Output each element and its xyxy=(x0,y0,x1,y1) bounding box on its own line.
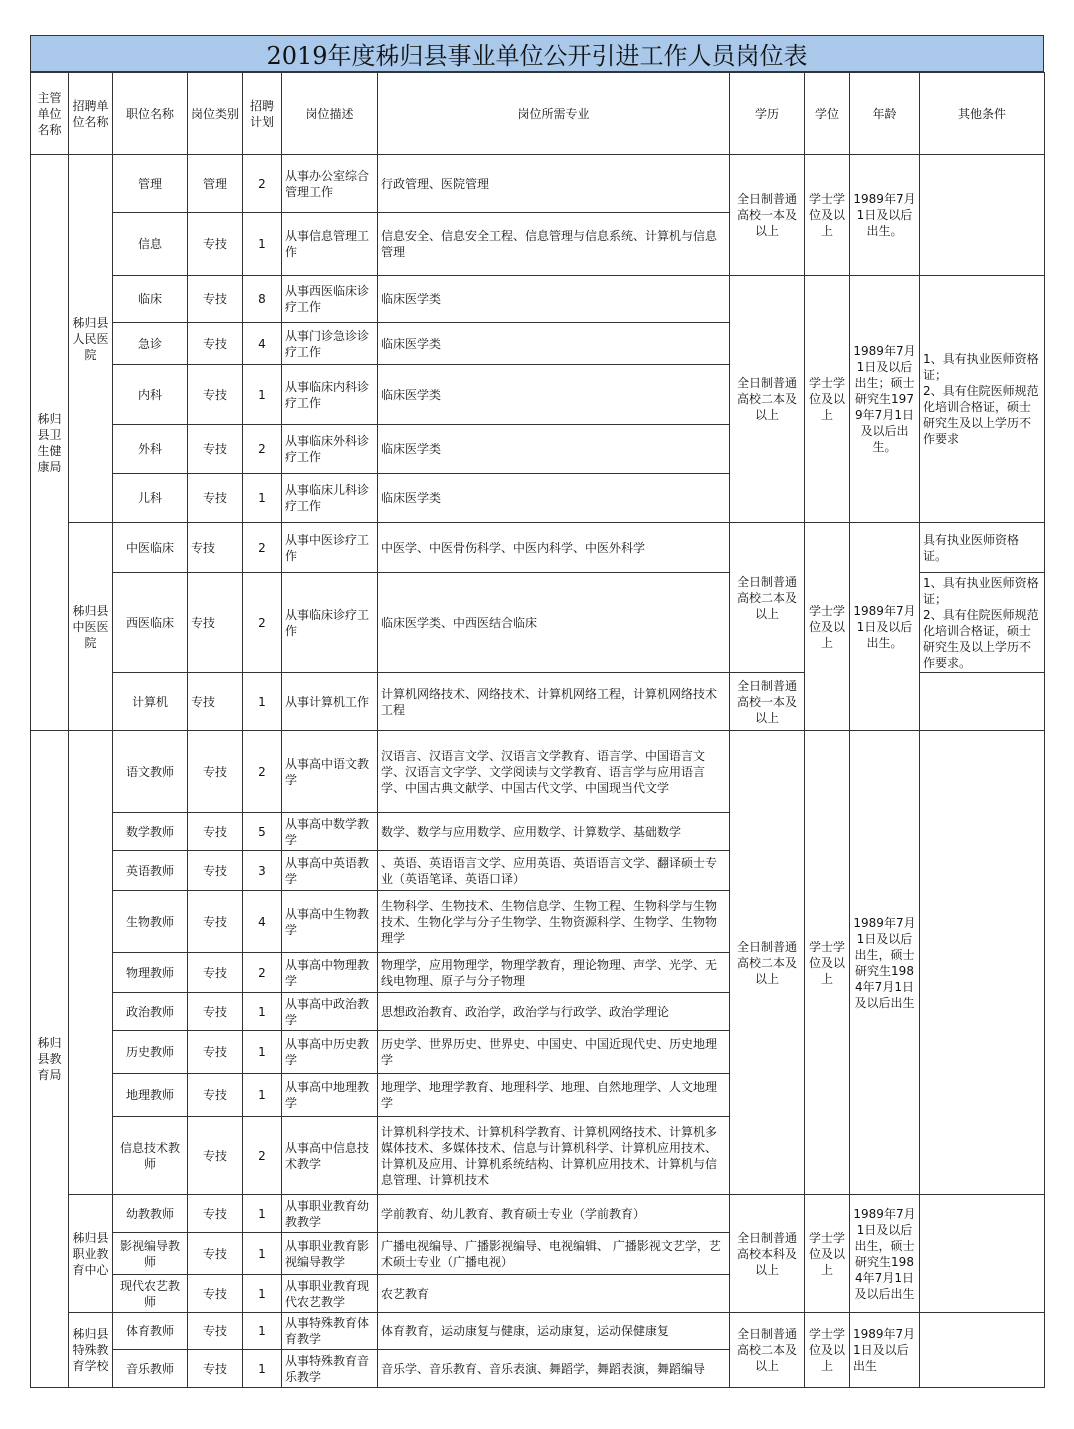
ptype-cell: 专技 xyxy=(188,673,243,731)
desc-cell: 从事高中历史教学 xyxy=(282,1031,378,1074)
header-degree: 学位 xyxy=(805,73,850,155)
num-cell: 8 xyxy=(243,276,282,323)
other-cell xyxy=(920,673,1045,731)
header-edu: 学历 xyxy=(730,73,805,155)
recruitment-table xyxy=(30,72,1045,1388)
ptype-cell: 专技 xyxy=(188,276,243,323)
post-cell: 物理教师 xyxy=(113,953,188,993)
post-cell: 计算机 xyxy=(113,673,188,731)
unit-cell: 秭归县特殊教育学校 xyxy=(69,1313,113,1388)
major-cell: 汉语言、汉语言文学、汉语言文学教育、语言学、中国语言文学、汉语言文字学、文学阅读与文学教育、语言学与应用语言学、中国古典文献学、中国古代文学、中国现当代文学 xyxy=(378,731,730,813)
edu-cell: 全日制普通高校一本及以上 xyxy=(730,673,805,731)
table-row xyxy=(31,1313,1045,1350)
header-dept: 主管单位名称 xyxy=(31,73,69,155)
desc-cell: 从事临床外科诊疗工作 xyxy=(282,425,378,474)
ptype-cell: 专技 xyxy=(188,1350,243,1388)
num-cell: 2 xyxy=(243,155,282,213)
num-cell: 1 xyxy=(243,474,282,523)
desc-cell: 从事高中地理教学 xyxy=(282,1074,378,1117)
num-cell: 1 xyxy=(243,1233,282,1275)
other-cell xyxy=(920,155,1045,276)
header-desc: 岗位描述 xyxy=(282,73,378,155)
table-row xyxy=(31,155,1045,213)
edu-cell: 全日制普通高校本科及以上 xyxy=(730,1195,805,1313)
num-cell: 1 xyxy=(243,365,282,425)
header-post: 职位名称 xyxy=(113,73,188,155)
header-num: 招聘计划 xyxy=(243,73,282,155)
other-cell xyxy=(920,1195,1045,1313)
desc-cell: 从事高中生物教学 xyxy=(282,891,378,953)
num-cell: 5 xyxy=(243,813,282,851)
age-cell: 1989年7月1日及以后出生，硕士研究生1984年7月1日及以后出生 xyxy=(850,1195,920,1313)
major-cell: 、英语、英语语言文学、应用英语、英语语言文学、翻译硕士专业（英语笔译、英语口译） xyxy=(378,851,730,891)
ptype-cell: 专技 xyxy=(188,213,243,276)
ptype-cell: 专技 xyxy=(188,891,243,953)
post-cell: 音乐教师 xyxy=(113,1350,188,1388)
ptype-cell: 专技 xyxy=(188,813,243,851)
post-cell: 管理 xyxy=(113,155,188,213)
desc-cell: 从事西医临床诊疗工作 xyxy=(282,276,378,323)
num-cell: 3 xyxy=(243,851,282,891)
major-cell: 体育教育，运动康复与健康，运动康复，运动保健康复 xyxy=(378,1313,730,1350)
ptype-cell: 专技 xyxy=(188,1031,243,1074)
ptype-cell: 专技 xyxy=(188,425,243,474)
major-cell: 生物科学、生物技术、生物信息学、生物工程、生物科学与生物技术、生物化学与分子生物学、生物资源科学、生物学、生物物理学 xyxy=(378,891,730,953)
age-cell: 1989年7月1日及以后出生。 xyxy=(850,523,920,731)
ptype-cell: 专技 xyxy=(188,851,243,891)
dept-cell: 秭归县卫生健康局 xyxy=(31,155,69,731)
degree-cell: 学士学位及以上 xyxy=(805,1313,850,1388)
num-cell: 1 xyxy=(243,1031,282,1074)
desc-cell: 从事办公室综合管理工作 xyxy=(282,155,378,213)
edu-cell: 全日制普通高校二本及以上 xyxy=(730,731,805,1195)
major-cell: 临床医学类 xyxy=(378,474,730,523)
desc-cell: 从事职业教育幼教教学 xyxy=(282,1195,378,1233)
post-cell: 外科 xyxy=(113,425,188,474)
ptype-cell: 管理 xyxy=(188,155,243,213)
major-cell: 计算机网络技术、网络技术、计算机网络工程，计算机网络技术工程 xyxy=(378,673,730,731)
major-cell: 广播电视编导、广播影视编导、电视编辑、 广播影视文艺学，艺术硕士专业（广播电视） xyxy=(378,1233,730,1275)
major-cell: 数学、数学与应用数学、应用数学、计算数学、基础数学 xyxy=(378,813,730,851)
post-cell: 英语教师 xyxy=(113,851,188,891)
desc-cell: 从事高中语文教学 xyxy=(282,731,378,813)
desc-cell: 从事高中信息技术教学 xyxy=(282,1117,378,1195)
table-row xyxy=(31,1195,1045,1233)
ptype-cell: 专技 xyxy=(188,1233,243,1275)
major-cell: 临床医学类 xyxy=(378,276,730,323)
ptype-cell: 专技 xyxy=(188,731,243,813)
degree-cell: 学士学位及以上 xyxy=(805,276,850,523)
post-cell: 信息 xyxy=(113,213,188,276)
header-other: 其他条件 xyxy=(920,73,1045,155)
table-row xyxy=(31,276,1045,323)
major-cell: 临床医学类 xyxy=(378,425,730,474)
ptype-cell: 专技 xyxy=(188,1117,243,1195)
major-cell: 信息安全、信息安全工程、信息管理与信息系统、计算机与信息管理 xyxy=(378,213,730,276)
post-cell: 急诊 xyxy=(113,323,188,365)
degree-cell: 学士学位及以上 xyxy=(805,523,850,731)
post-cell: 信息技术教师 xyxy=(113,1117,188,1195)
desc-cell: 从事高中数学教学 xyxy=(282,813,378,851)
desc-cell: 从事信息管理工作 xyxy=(282,213,378,276)
desc-cell: 从事特殊教育体育教学 xyxy=(282,1313,378,1350)
desc-cell: 从事临床儿科诊疗工作 xyxy=(282,474,378,523)
age-cell: 1989年7月1日及以后出生；硕士研究生1979年7月1日及以后出生。 xyxy=(850,276,920,523)
ptype-cell: 专技 xyxy=(188,573,243,673)
desc-cell: 从事高中政治教学 xyxy=(282,993,378,1031)
desc-cell: 从事门诊急诊诊疗工作 xyxy=(282,323,378,365)
page-title: 2019年度秭归县事业单位公开引进工作人员岗位表 xyxy=(30,35,1044,72)
major-cell: 临床医学类 xyxy=(378,323,730,365)
post-cell: 西医临床 xyxy=(113,573,188,673)
unit-cell: 秭归县人民医院 xyxy=(69,155,113,523)
desc-cell: 从事高中物理教学 xyxy=(282,953,378,993)
num-cell: 1 xyxy=(243,1313,282,1350)
num-cell: 1 xyxy=(243,1350,282,1388)
post-cell: 政治教师 xyxy=(113,993,188,1031)
post-cell: 临床 xyxy=(113,276,188,323)
dept-cell: 秭归县教育局 xyxy=(31,731,69,1388)
desc-cell: 从事临床内科诊疗工作 xyxy=(282,365,378,425)
post-cell: 儿科 xyxy=(113,474,188,523)
major-cell: 地理学、地理学教育、地理科学、地理、自然地理学、人文地理学 xyxy=(378,1074,730,1117)
other-cell xyxy=(920,1313,1045,1388)
ptype-cell: 专技 xyxy=(188,365,243,425)
degree-cell: 学士学位及以上 xyxy=(805,155,850,276)
unit-cell: 秭归县职业教育中心 xyxy=(69,1195,113,1313)
major-cell: 临床医学类 xyxy=(378,365,730,425)
major-cell: 农艺教育 xyxy=(378,1275,730,1313)
unit-cell: 秭归县中医医院 xyxy=(69,523,113,731)
major-cell: 思想政治教育、政治学，政治学与行政学、政治学理论 xyxy=(378,993,730,1031)
desc-cell: 从事特殊教育音乐教学 xyxy=(282,1350,378,1388)
num-cell: 1 xyxy=(243,1074,282,1117)
desc-cell: 从事职业教育影视编导教学 xyxy=(282,1233,378,1275)
major-cell: 音乐学、音乐教育、音乐表演、舞蹈学，舞蹈表演，舞蹈编导 xyxy=(378,1350,730,1388)
ptype-cell: 专技 xyxy=(188,1074,243,1117)
degree-cell: 学士学位及以上 xyxy=(805,731,850,1195)
ptype-cell: 专技 xyxy=(188,993,243,1031)
post-cell: 幼教教师 xyxy=(113,1195,188,1233)
other-cell: 1、具有执业医师资格证； 2、具有住院医师规范化培训合格证，硕士研究生及以上学历不作要求 xyxy=(920,276,1045,523)
ptype-cell: 专技 xyxy=(188,1195,243,1233)
post-cell: 语文教师 xyxy=(113,731,188,813)
header-unit: 招聘单位名称 xyxy=(69,73,113,155)
desc-cell: 从事职业教育现代农艺教学 xyxy=(282,1275,378,1313)
header-age: 年龄 xyxy=(850,73,920,155)
num-cell: 4 xyxy=(243,323,282,365)
edu-cell: 全日制普通高校二本及以上 xyxy=(730,276,805,523)
ptype-cell: 专技 xyxy=(188,1313,243,1350)
desc-cell: 从事中医诊疗工作 xyxy=(282,523,378,573)
major-cell: 历史学、世界历史、世界史、中国史、中国近现代史、历史地理学 xyxy=(378,1031,730,1074)
major-cell: 行政管理、医院管理 xyxy=(378,155,730,213)
other-cell: 具有执业医师资格证。 xyxy=(920,523,1045,573)
post-cell: 历史教师 xyxy=(113,1031,188,1074)
ptype-cell: 专技 xyxy=(188,953,243,993)
desc-cell: 从事临床诊疗工作 xyxy=(282,573,378,673)
edu-cell: 全日制普通高校一本及以上 xyxy=(730,155,805,276)
major-cell: 中医学、中医骨伤科学、中医内科学、中医外科学 xyxy=(378,523,730,573)
num-cell: 2 xyxy=(243,731,282,813)
header-ptype: 岗位类别 xyxy=(188,73,243,155)
num-cell: 1 xyxy=(243,673,282,731)
post-cell: 体育教师 xyxy=(113,1313,188,1350)
post-cell: 现代农艺教师 xyxy=(113,1275,188,1313)
num-cell: 1 xyxy=(243,993,282,1031)
post-cell: 中医临床 xyxy=(113,523,188,573)
num-cell: 2 xyxy=(243,953,282,993)
num-cell: 2 xyxy=(243,425,282,474)
major-cell: 计算机科学技术、计算机科学教育、计算机网络技术、计算机多媒体技术、多媒体技术、信息与计算机科学、计算机应用技术、计算机及应用、计算机系统结构、计算机应用技术、计算机与信息管理、计算机技术 xyxy=(378,1117,730,1195)
num-cell: 2 xyxy=(243,573,282,673)
post-cell: 影视编导教师 xyxy=(113,1233,188,1275)
desc-cell: 从事高中英语教学 xyxy=(282,851,378,891)
major-cell: 物理学，应用物理学，物理学教育，理论物理、声学、光学、无线电物理、原子与分子物理 xyxy=(378,953,730,993)
num-cell: 2 xyxy=(243,1117,282,1195)
major-cell: 学前教育、幼儿教育、教育硕士专业（学前教育） xyxy=(378,1195,730,1233)
num-cell: 1 xyxy=(243,213,282,276)
ptype-cell: 专技 xyxy=(188,1275,243,1313)
post-cell: 内科 xyxy=(113,365,188,425)
post-cell: 地理教师 xyxy=(113,1074,188,1117)
age-cell: 1989年7月1日及以后出生 xyxy=(850,1313,920,1388)
num-cell: 2 xyxy=(243,523,282,573)
num-cell: 1 xyxy=(243,1275,282,1313)
num-cell: 1 xyxy=(243,1195,282,1233)
ptype-cell: 专技 xyxy=(188,523,243,573)
header-major: 岗位所需专业 xyxy=(378,73,730,155)
table-row xyxy=(31,731,1045,813)
other-cell: 1、具有执业医师资格证； 2、具有住院医师规范化培训合格证，硕士研究生及以上学历不作要求。 xyxy=(920,573,1045,673)
degree-cell: 学士学位及以上 xyxy=(805,1195,850,1313)
major-cell: 临床医学类、中西医结合临床 xyxy=(378,573,730,673)
post-cell: 数学教师 xyxy=(113,813,188,851)
age-cell: 1989年7月1日及以后出生，硕士研究生1984年7月1日及以后出生 xyxy=(850,731,920,1195)
edu-cell: 全日制普通高校二本及以上 xyxy=(730,1313,805,1388)
other-cell xyxy=(920,731,1045,1195)
num-cell: 4 xyxy=(243,891,282,953)
unit-cell xyxy=(69,731,113,1195)
edu-cell: 全日制普通高校二本及以上 xyxy=(730,523,805,673)
table-row xyxy=(31,523,1045,573)
age-cell: 1989年7月1日及以后出生。 xyxy=(850,155,920,276)
ptype-cell: 专技 xyxy=(188,323,243,365)
ptype-cell: 专技 xyxy=(188,474,243,523)
post-cell: 生物教师 xyxy=(113,891,188,953)
header-row xyxy=(31,73,1045,155)
desc-cell: 从事计算机工作 xyxy=(282,673,378,731)
